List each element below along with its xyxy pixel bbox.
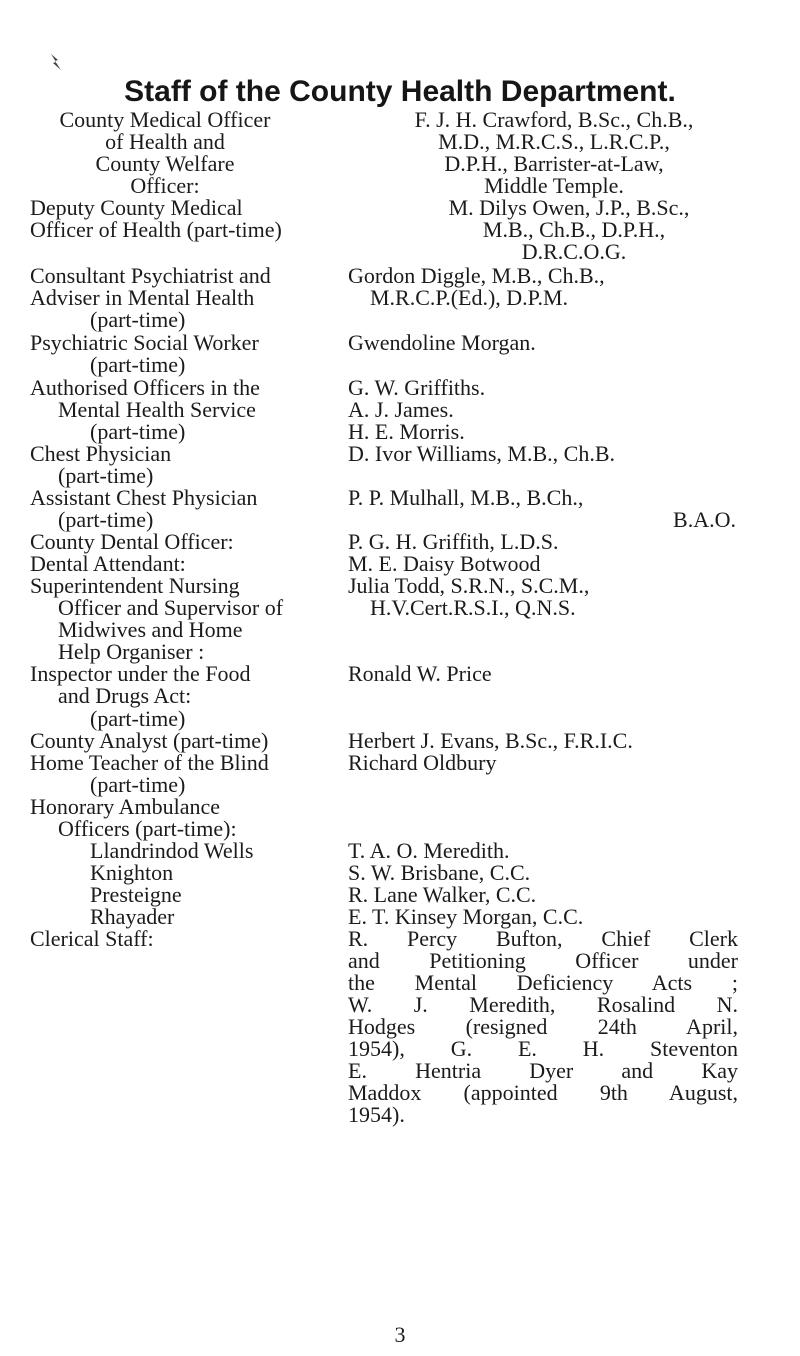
name-text: E. T. Kinsey Morgan, C.C.: [348, 903, 584, 929]
ink-mark-icon: [48, 52, 64, 72]
location-text: Llandrindod Wells: [90, 837, 254, 863]
name-text: S. W. Brisbane, C.C.: [348, 859, 531, 885]
role-text: Assistant Chest Physician (part-time): [30, 485, 258, 533]
role-text: County Dental Officer:: [30, 529, 234, 555]
role-text: Clerical Staff:: [30, 925, 154, 951]
role-text: Superintendent Nursing Officer and Supervisor of Midwives and Home Help Organiser :: [30, 573, 284, 665]
role-text: Home Teacher of the Blind (part-time): [30, 749, 269, 797]
role-text: Inspector under the Food and Drugs Act: (part-time): [30, 661, 251, 731]
clerical-staff-line: E. Hentria Dyer and Kay: [348, 1058, 738, 1084]
role-text: Consultant Psychiatrist and Adviser in Mental Health (part-time): [30, 263, 271, 333]
clerical-staff-line: Hodges (resigned 24th April,: [348, 1014, 738, 1040]
page-number: 3: [394, 1322, 406, 1347]
role-text: County Medical Officer of Health and County Welfare Officer:: [59, 106, 271, 198]
role-text: Honorary Ambulance Officers (part-time):: [30, 793, 237, 841]
name-text: P. G. H. Griffith, L.D.S.: [348, 529, 559, 555]
role-text: Dental Attendant:: [30, 551, 186, 577]
name-text: M. Dilys Owen, J.P., B.Sc., M.B., Ch.B., D.P.H., D.R.C.O.G.: [448, 194, 690, 264]
name-text: Julia Todd, S.R.N., S.C.M., H.V.Cert.R.S.I., Q.N.S.: [348, 573, 590, 621]
clerical-staff-line: 1954).: [348, 1102, 405, 1128]
location-text: Rhayader: [90, 903, 175, 929]
location-text: Knighton: [90, 859, 174, 885]
name-text: W. J. Meredith, Rosalind N. Hodges (resigned 24th April, 1954), G. E. H. Steventon E. Hentria Dyer and Kay Maddox (appointed 9th August, 1954).: [348, 992, 738, 1128]
role-text: Authorised Officers in the Mental Health Service (part-time): [30, 374, 260, 444]
name-text: M. E. Daisy Botwood: [348, 551, 541, 577]
name-text: D. Ivor Williams, M.B., Ch.B.: [348, 441, 615, 467]
name-text: F. J. H. Crawford, B.Sc., Ch.B., M.D., M.R.C.S., L.R.C.P., D.P.H., Barrister-at-Law, Middle Temple.: [414, 106, 694, 198]
name-text: Herbert J. Evans, B.Sc., F.R.I.C.: [348, 727, 633, 753]
clerical-staff-line: 1954), G. E. H. Steventon: [348, 1036, 738, 1062]
name-text: G. W. Griffiths. A. J. James. H. E. Morris.: [348, 374, 486, 444]
role-text: Psychiatric Social Worker (part-time): [30, 330, 259, 378]
name-text: P. P. Mulhall, M.B., B.Ch., B.A.O.: [348, 485, 736, 533]
page-title: Staff of the County Health Department.: [124, 75, 676, 108]
role-text: Chest Physician (part-time): [30, 441, 172, 489]
role-text: County Analyst (part-time): [30, 727, 269, 753]
name-text: Gordon Diggle, M.B., Ch.B., M.R.C.P.(Ed.), D.P.M.: [348, 263, 605, 311]
name-text: Gwendoline Morgan.: [348, 330, 536, 356]
name-text: R. Percy Bufton, Chief Clerk and Petitioning Officer under the Mental Deficiency Acts ;: [348, 925, 738, 995]
name-text: T. A. O. Meredith.: [348, 837, 510, 863]
clerical-staff-line: Maddox (appointed 9th August,: [348, 1080, 738, 1106]
location-text: Presteigne: [90, 881, 182, 907]
name-text: Richard Oldbury: [348, 749, 497, 775]
name-text: Ronald W. Price: [348, 661, 492, 687]
role-text: Deputy County Medical Officer of Health (part-time): [30, 194, 282, 242]
name-text: R. Lane Walker, C.C.: [348, 881, 537, 907]
